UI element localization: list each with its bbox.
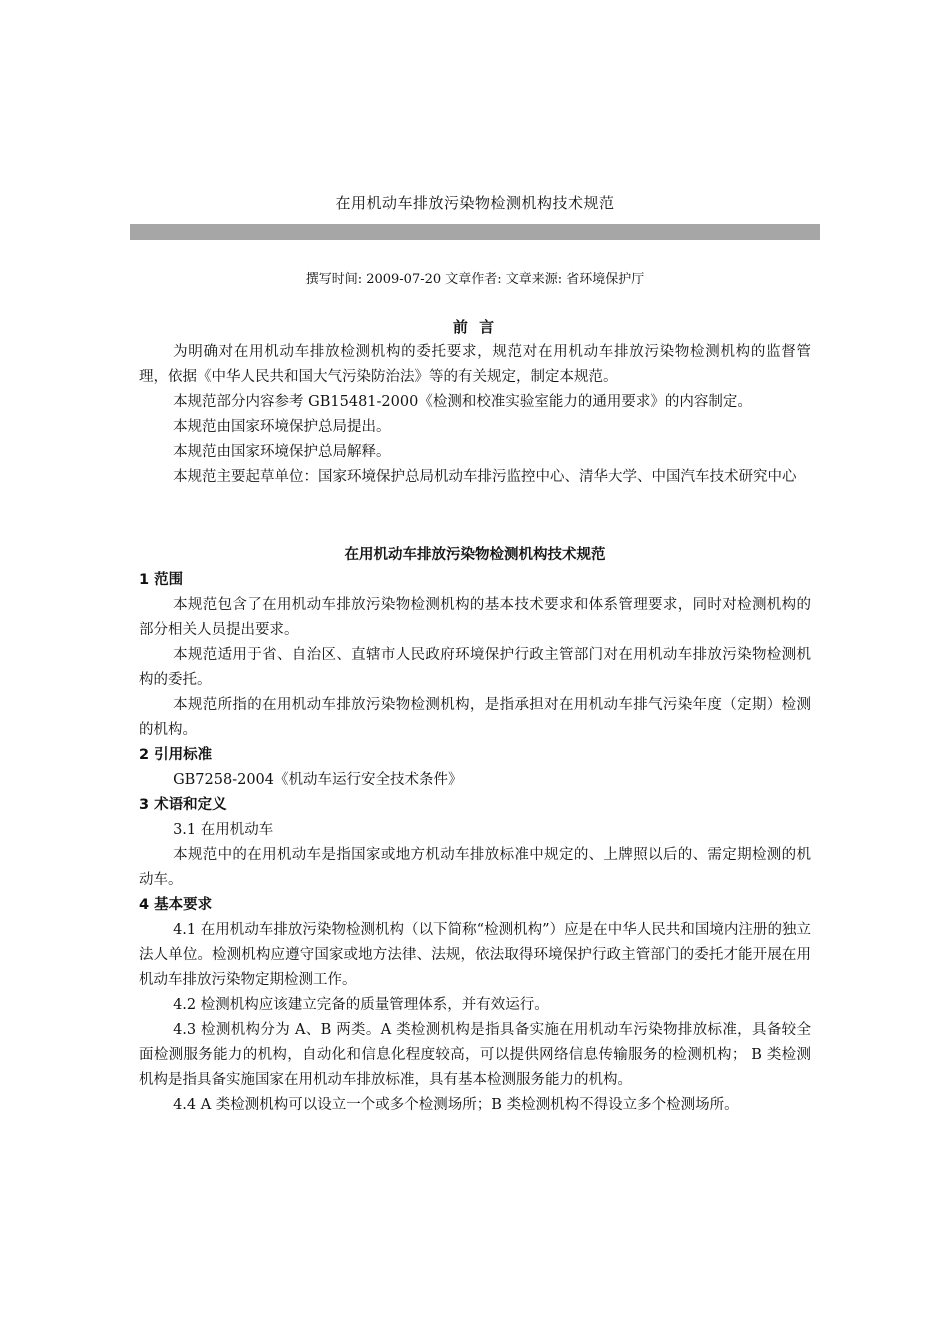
article-meta: 撰写时间: 2009-07-20 文章作者: 文章来源: 省环境保护厅 (305, 272, 645, 287)
section-paragraph: 3.1 在用机动车 (173, 822, 274, 838)
section-paragraph: 本规范适用于省、自治区、直辖市人民政府环境保护行政主管部门对在用机动车排放污染物检测机构的委托。 (139, 647, 811, 688)
preface-paragraph: 本规范由国家环境保护总局提出。 (173, 419, 391, 435)
preface-heading: 前 言 (452, 318, 498, 336)
document-title: 在用机动车排放污染物检测机构技术规范 (335, 194, 615, 212)
title-divider (130, 224, 820, 240)
section-paragraph: 4.2 检测机构应该建立完备的质量管理体系，并有效运行。 (173, 997, 549, 1013)
preface-paragraph: 本规范主要起草单位：国家环境保护总局机动车排污监控中心、清华大学、中国汽车技术研究中心 (173, 469, 797, 485)
section-paragraph: 本规范中的在用机动车是指国家或地方机动车排放标准中规定的、上牌照以后的、需定期检测的机动车。 (139, 847, 811, 888)
section-paragraph: GB7258-2004《机动车运行安全技术条件》 (173, 772, 463, 788)
section-heading-references: 2 引用标准 (139, 747, 213, 763)
section-paragraph: 4.3 检测机构分为 A、B 两类。A 类检测机构是指具备实施在用机动车污染物排放标准，具备较全面检测服务能力的机构，自动化和信息化程度较高，可以提供网络信息传输服务的检测机构； B 类检测机构是指具备实施国家在用机动车排放标准，具有基本检测服务能力的机构。 (139, 1022, 811, 1088)
preface-paragraph: 本规范部分内容参考 GB15481-2000《检测和校准实验室能力的通用要求》的内容制定。 (173, 394, 752, 410)
preface-paragraph: 为明确对在用机动车排放检测机构的委托要求，规范对在用机动车排放污染物检测机构的监督管理，依据《中华人民共和国大气污染防治法》等的有关规定，制定本规范。 (139, 344, 811, 385)
section-paragraph: 4.4 A 类检测机构可以设立一个或多个检测场所；B 类检测机构不得设立多个检测场所。 (173, 1097, 739, 1113)
document-body (139, 315, 811, 1118)
section-heading-requirements: 4 基本要求 (139, 897, 213, 913)
section-heading-scope: 1 范围 (139, 572, 184, 588)
spec-title: 在用机动车排放污染物检测机构技术规范 (344, 547, 606, 563)
section-paragraph: 4.1 在用机动车排放污染物检测机构（以下简称“检测机构”）应是在中华人民共和国境内注册的独立法人单位。检测机构应遵守国家或地方法律、法规，依法取得环境保护行政主管部门的委托才能开展在用机动车排放污染物定期检测工作。 (139, 922, 811, 988)
section-paragraph: 本规范包含了在用机动车排放污染物检测机构的基本技术要求和体系管理要求，同时对检测机构的部分相关人员提出要求。 (139, 597, 811, 638)
section-heading-terms: 3 术语和定义 (139, 797, 227, 813)
section-paragraph: 本规范所指的在用机动车排放污染物检测机构，是指承担对在用机动车排气污染年度（定期）检测的机构。 (139, 697, 811, 738)
preface-paragraph: 本规范由国家环境保护总局解释。 (173, 444, 391, 460)
